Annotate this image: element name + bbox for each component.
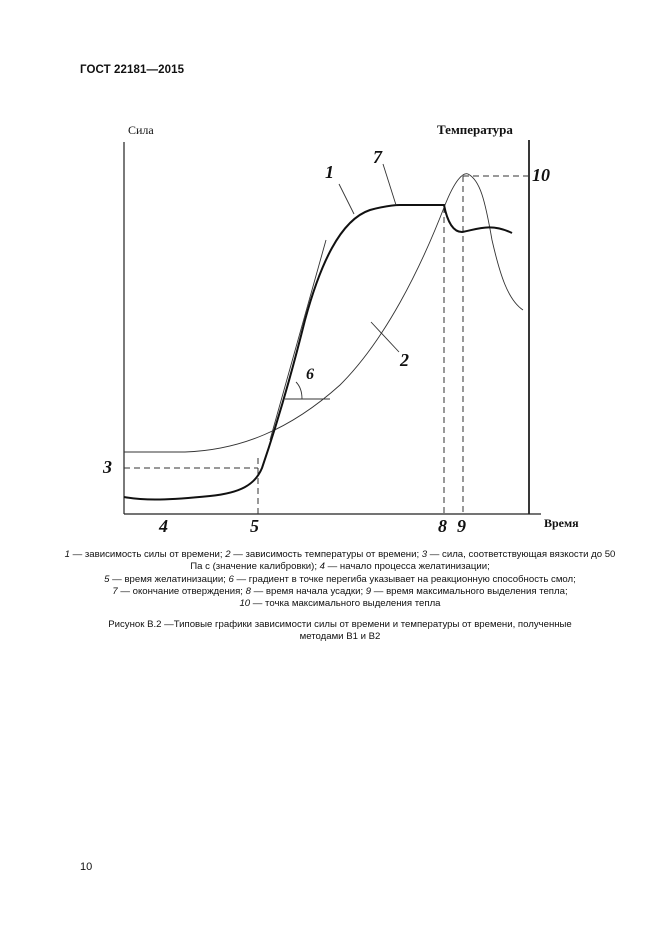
legend-num-7: 7 (112, 585, 118, 597)
label-2: 2 (400, 350, 409, 370)
tick-9: 9 (457, 516, 466, 536)
y-axis-right-label: Температура (437, 122, 513, 137)
label-3: 3 (103, 457, 112, 477)
label-7: 7 (373, 147, 382, 167)
curve-force (124, 205, 512, 500)
x-axis-label: Время (544, 516, 579, 530)
leader-7 (383, 164, 396, 205)
legend-text-1: — зависимость силы от времени; (69, 549, 226, 560)
legend-num-3: 3 (421, 549, 428, 560)
legend-text-10: — точка максимального выделения тепла (250, 598, 441, 610)
legend-num-9: 9 (365, 585, 372, 597)
legend-text-2: — зависимость температуры от времени; (230, 549, 422, 560)
legend-text-6: — градиент в точке перегиба указывает на реакционную способность смол; (233, 573, 576, 585)
leader-2 (371, 322, 399, 352)
label-1: 1 (325, 162, 334, 182)
caption-line-1: Рисунок В.2 —Типовые графики зависимости силы от времени и температуры от времени, полученные (108, 619, 572, 630)
tick-8: 8 (438, 516, 447, 536)
legend-num-10: 10 (239, 598, 251, 610)
legend-text-7: — окончание отверждения; (117, 585, 246, 597)
tick-5: 5 (250, 516, 259, 536)
caption-line-2: методами В1 и В2 (299, 631, 381, 643)
label-10: 10 (532, 165, 550, 185)
angle-arc (296, 382, 302, 399)
legend-num-5: 5 (104, 573, 110, 585)
legend-text-3: — сила, соответствующая вязкости до 50 Па с (значение калибровки); (190, 549, 616, 573)
legend-text-5: — время желатинизации; (109, 573, 229, 585)
legend-num-1: 1 (64, 549, 70, 560)
legend-text-4: — начало процесса желатинизации; (325, 561, 490, 573)
legend-num-4: 4 (319, 561, 325, 573)
page-number: 10 (80, 861, 93, 873)
figure-legend (60, 549, 620, 610)
legend-text-8: — время начала усадки; (250, 585, 366, 597)
legend-text-9: — время максимального выделения тепла; (371, 585, 568, 597)
legend-num-2: 2 (225, 549, 231, 560)
figure-caption (60, 619, 620, 644)
tick-4: 4 (159, 516, 168, 536)
legend-num-6: 6 (228, 573, 234, 585)
document-header: ГОСТ 22181—2015 (80, 64, 185, 76)
label-6: 6 (306, 366, 314, 383)
y-axis-left-label: Сила (128, 123, 154, 137)
tangent-line (270, 240, 326, 440)
leader-1 (339, 184, 354, 214)
legend-num-8: 8 (245, 585, 251, 597)
